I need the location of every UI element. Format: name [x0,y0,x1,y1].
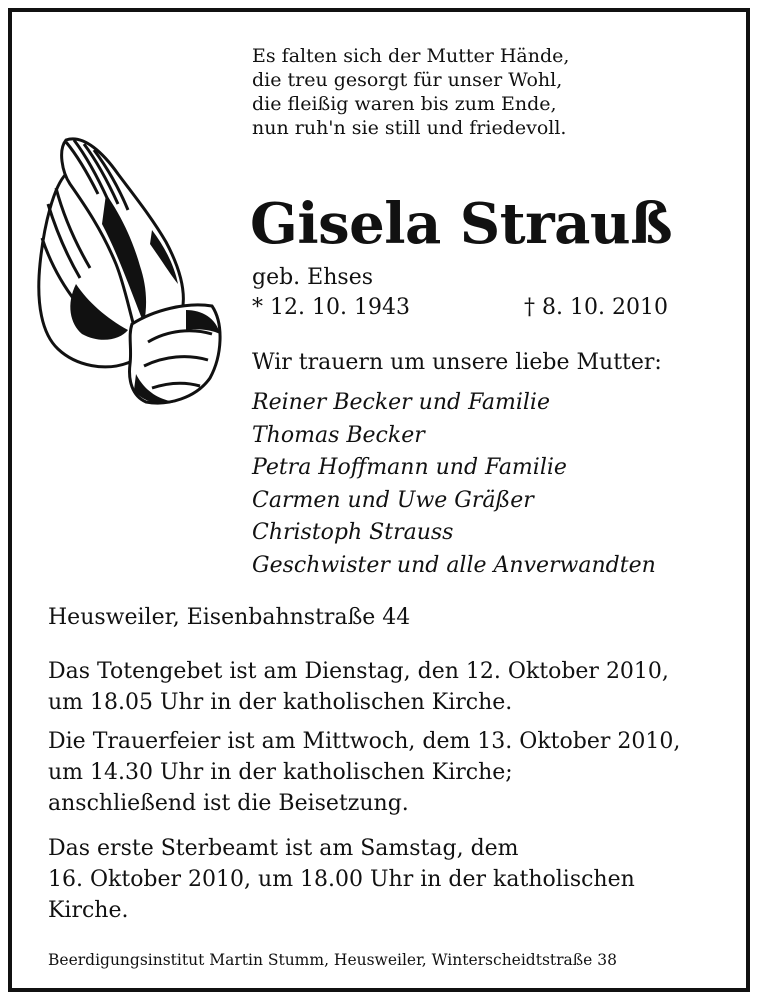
mourners-list [252,387,656,582]
paragraph-line: Die Trauerfeier ist am Mittwoch, dem 13. Oktober 2010, [48,729,681,754]
poem-line: nun ruh'n sie still und friedevoll. [252,117,567,139]
poem-line: die fleißig waren bis zum Ende, [252,93,557,115]
paragraph-line: Das Totengebet ist am Dienstag, den 12. Oktober 2010, [48,659,669,684]
praying-hands-icon [36,134,226,410]
mourner: Carmen und Uwe Gräßer [252,487,534,513]
birth-date: * 12. 10. 1943 [252,295,410,320]
mourning-line: Wir trauern um unsere liebe Mutter: [252,350,662,375]
paragraph-line: Das erste Sterbeamt ist am Samstag, dem [48,836,519,861]
poem [252,44,569,140]
totengebet-paragraph [48,656,669,718]
trauerfeier-paragraph [48,726,680,819]
obituary-notice [8,8,750,992]
paragraph-line: 16. Oktober 2010, um 18.00 Uhr in der katholischen [48,867,635,892]
death-date: † 8. 10. 2010 [524,295,668,320]
address: Heusweiler, Eisenbahnstraße 44 [48,605,411,630]
paragraph-line: um 14.30 Uhr in der katholischen Kirche; [48,760,513,785]
mourner: Geschwister und alle Anverwandten [252,552,656,578]
mourner: Petra Hoffmann und Familie [252,455,567,480]
birth-name: geb. Ehses [252,265,373,290]
mourner: Thomas Becker [252,422,425,448]
paragraph-line: um 18.05 Uhr in der katholischen Kirche. [48,690,513,715]
sterbeamt-paragraph [48,833,635,926]
paragraph-line: Kirche. [48,898,129,923]
deceased-name: Gisela Strauß [250,191,673,257]
paragraph-line: anschließend ist die Beisetzung. [48,791,409,816]
mourner: Reiner Becker und Familie [252,390,550,415]
poem-line: die treu gesorgt für unser Wohl, [252,69,563,91]
mourner: Christoph Strauss [252,520,454,545]
poem-line: Es falten sich der Mutter Hände, [252,45,570,67]
funeral-home-footer: Beerdigungsinstitut Martin Stumm, Heusweiler, Winterscheidtstraße 38 [48,951,617,969]
